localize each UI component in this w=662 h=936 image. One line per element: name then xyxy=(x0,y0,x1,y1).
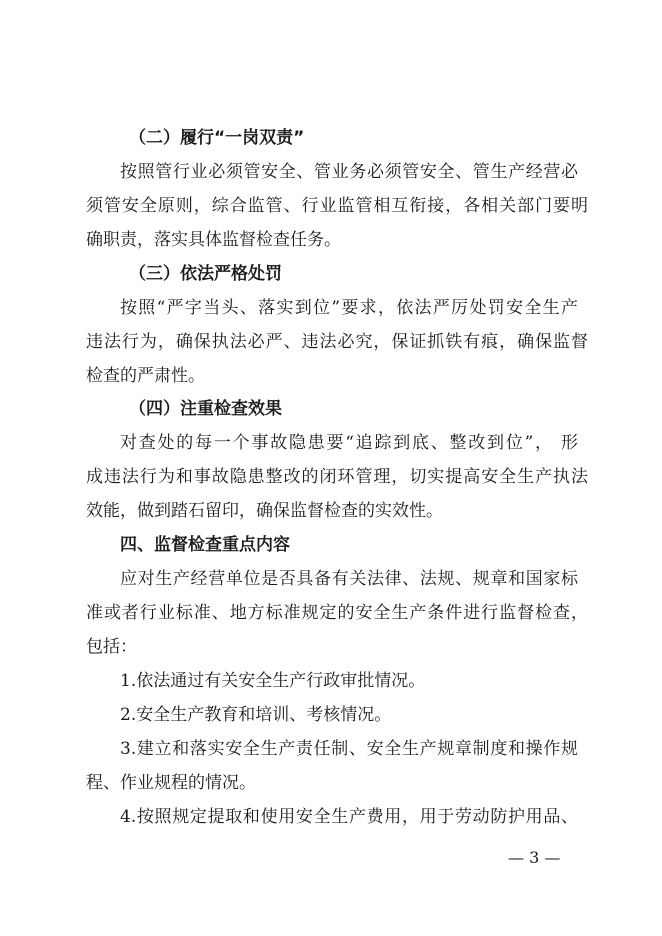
paragraph-line: 确职责，落实具体监督检查任务。 xyxy=(86,230,341,250)
list-item-continuation: 程、作业规程的情况。 xyxy=(86,773,256,793)
section-heading: （二）履行“一岗双责” xyxy=(129,128,305,148)
page-number: — 3 — xyxy=(508,848,561,867)
paragraph-line: 包括： xyxy=(86,637,137,657)
section-heading: 四、监督检查重点内容 xyxy=(120,535,290,555)
paragraph-line: 检查的严肃性。 xyxy=(86,366,205,386)
paragraph-line: 应对生产经营单位是否具备有关法律、法规、规章和国家标 xyxy=(120,569,578,589)
paragraph-line: 须管安全原则，综合监管、行业监管相互衔接，各相关部门要明 xyxy=(86,196,588,216)
paragraph-line: 按照管行业必须管安全、管业务必须管安全、管生产经营必 xyxy=(120,162,578,182)
paragraph-line: 效能，做到踏石留印，确保监督检查的实效性。 xyxy=(86,501,443,521)
list-item: 2.安全生产教育和培训、考核情况。 xyxy=(120,705,392,725)
section-heading: （四）注重检查效果 xyxy=(129,399,282,419)
paragraph-line: 对查处的每一个事故隐患要“追踪到底、整改到位”， 形 xyxy=(120,433,578,453)
section-heading: （三）依法严格处罚 xyxy=(129,264,282,284)
paragraph-line: 违法行为，确保执法必严、违法必究，保证抓铁有痕，确保监督 xyxy=(86,332,588,352)
list-item: 1.依法通过有关安全生产行政审批情况。 xyxy=(120,671,426,691)
paragraph-line: 成违法行为和事故隐患整改的闭环管理，切实提高安全生产执法 xyxy=(86,467,588,487)
paragraph-line: 按照“严字当头、落实到位”要求，依法严厉处罚安全生产 xyxy=(120,298,578,318)
paragraph-line: 准或者行业标准、地方标准规定的安全生产条件进行监督检查， xyxy=(86,603,588,623)
list-item: 3.建立和落实安全生产责任制、安全生产规章制度和操作规 xyxy=(120,739,578,759)
list-item: 4.按照规定提取和使用安全生产费用，用于劳动防护用品、 xyxy=(120,807,578,827)
